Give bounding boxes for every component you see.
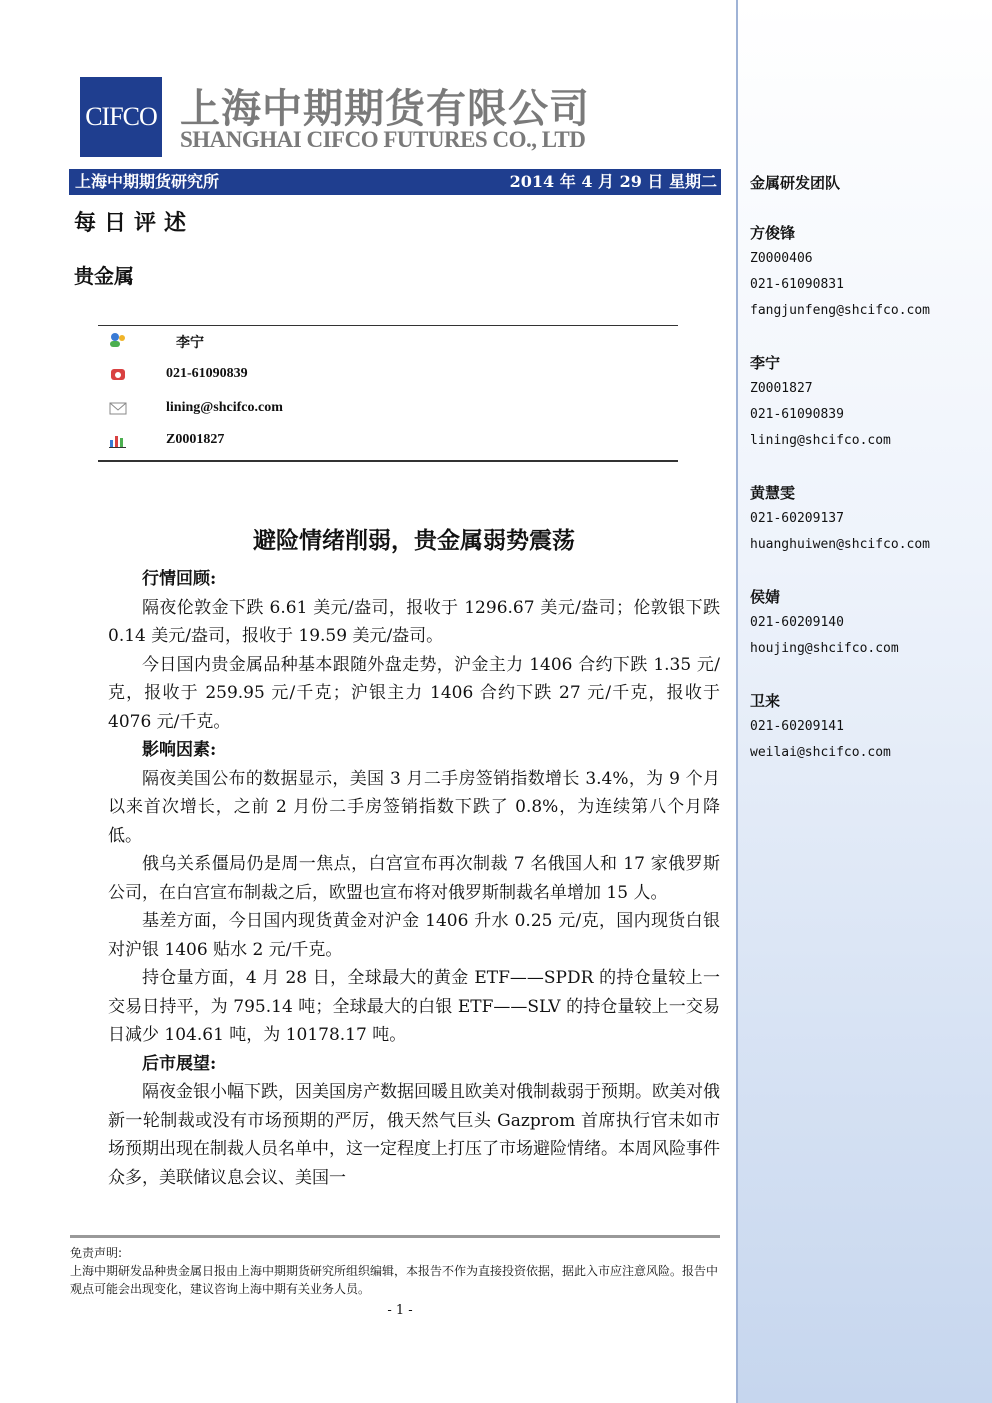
paragraph: 隔夜伦敦金下跌 6.61 美元/盎司，报收于 1296.67 美元/盎司；伦敦银下跌 0.14 美元/盎司，报收于 19.59 美元/盎司。 bbox=[108, 597, 720, 646]
company-name-cn: 上海中期期货有限公司 bbox=[180, 86, 590, 132]
author-name-row bbox=[108, 332, 204, 351]
contact-email[interactable]: huanghuiwen@shcifco.com bbox=[750, 537, 931, 552]
author-name: 李宁 bbox=[176, 336, 204, 351]
report-body bbox=[108, 565, 720, 1192]
contact-phone: 021-61090839 bbox=[750, 407, 844, 422]
section-heading: 影响因素: bbox=[142, 740, 217, 760]
mail-icon bbox=[108, 400, 128, 416]
author-box bbox=[98, 325, 678, 462]
person-icon bbox=[108, 332, 128, 348]
contact-email[interactable]: fangjunfeng@shcifco.com bbox=[750, 303, 931, 318]
contact-phone: 021-60209141 bbox=[750, 719, 844, 734]
report-category: 贵金属 bbox=[74, 264, 134, 288]
contact-name: 黄慧雯 bbox=[750, 484, 796, 502]
author-license-row bbox=[108, 432, 225, 448]
report-date: 2014 年 4 月 29 日 星期二 bbox=[509, 172, 717, 191]
disclaimer bbox=[70, 1235, 720, 1298]
report-title: 避险情绪削弱，贵金属弱势震荡 bbox=[253, 527, 575, 554]
company-name-en: SHANGHAI CIFCO FUTURES CO., LTD bbox=[180, 127, 586, 152]
paragraph: 基差方面，今日国内现货黄金对沪金 1406 升水 0.25 元/克，国内现货白银对沪银 1406 贴水 2 元/千克。 bbox=[108, 911, 720, 960]
contact-email[interactable]: weilai@shcifco.com bbox=[750, 745, 891, 760]
report-section: 每日评述 bbox=[74, 210, 195, 236]
page-number: - 1 - bbox=[387, 1303, 413, 1318]
bar-chart-icon bbox=[108, 432, 128, 448]
contact-email[interactable]: houjing@shcifco.com bbox=[750, 641, 899, 656]
paragraph: 今日国内贵金属品种基本跟随外盘走势，沪金主力 1406 合约下跌 1.35 元/克，报收于 259.95 元/千克；沪银主力 1406 合约下跌 27 元/千克，报收于 4076 元/千克。 bbox=[108, 654, 720, 732]
contact-name: 方俊锋 bbox=[750, 224, 796, 242]
paragraph: 隔夜美国公布的数据显示，美国 3 月二手房签销指数增长 3.4%，为 9 个月以来首次增长，之前 2 月份二手房签销指数下跌了 0.8%，为连续第八个月降低。 bbox=[108, 768, 720, 846]
sidebar-team-title: 金属研发团队 bbox=[750, 174, 841, 192]
author-email[interactable]: lining@shcifco.com bbox=[166, 400, 283, 415]
author-phone-row bbox=[108, 366, 248, 382]
section-heading: 行情回顾: bbox=[142, 569, 217, 589]
author-license: Z0001827 bbox=[166, 432, 225, 447]
paragraph: 隔夜金银小幅下跌，因美国房产数据回暖且欧美对俄制裁弱于预期。欧美对俄新一轮制裁或没有市场预期的严厉，俄天然气巨头 Gazprom 首席执行官未如市场预期出现在制裁人员名单中，这一定程度上打压了市场避险情绪。本周风险事件众多，美联储议息会议、美国一 bbox=[108, 1082, 720, 1188]
contact-phone: 021-61090831 bbox=[750, 277, 844, 292]
contact-card bbox=[750, 584, 899, 662]
contact-phone: 021-60209137 bbox=[750, 511, 844, 526]
contact-card bbox=[750, 688, 891, 766]
contact-id: Z0000406 bbox=[750, 251, 813, 266]
company-logo: CIFCO bbox=[80, 77, 162, 157]
phone-icon bbox=[108, 366, 128, 382]
paragraph: 俄乌关系僵局仍是周一焦点，白宫宣布再次制裁 7 名俄国人和 17 家俄罗斯公司，在白宫宣布制裁之后，欧盟也宣布将对俄罗斯制裁名单增加 15 人。 bbox=[108, 854, 720, 903]
contact-email[interactable]: lining@shcifco.com bbox=[750, 433, 891, 448]
contact-name: 卫来 bbox=[750, 692, 781, 710]
disclaimer-text: 上海中期研发品种贵金属日报由上海中期期货研究所组织编辑，本报告不作为直接投资依据，据此入市应注意风险。报告中观点可能会出现变化，建议咨询上海中期有关业务人员。 bbox=[70, 1264, 719, 1296]
sidebar bbox=[736, 0, 992, 1403]
author-phone: 021-61090839 bbox=[166, 366, 248, 381]
header-bar bbox=[69, 169, 721, 195]
institute-name: 上海中期期货研究所 bbox=[75, 172, 220, 191]
section-heading: 后市展望: bbox=[142, 1053, 217, 1074]
author-email-row bbox=[108, 400, 283, 416]
contact-name: 侯婧 bbox=[750, 588, 781, 606]
contact-name: 李宁 bbox=[750, 354, 781, 372]
contact-card bbox=[750, 220, 930, 324]
paragraph: 持仓量方面，4 月 28 日，全球最大的黄金 ETF——SPDR 的持仓量较上一交易日持平，为 795.14 吨；全球最大的白银 ETF——SLV 的持仓量较上一交易日减少 104.61 吨，为 10178.17 吨。 bbox=[108, 968, 720, 1045]
contact-id: Z0001827 bbox=[750, 381, 813, 396]
contact-phone: 021-60209140 bbox=[750, 615, 844, 630]
contact-card bbox=[750, 350, 891, 454]
disclaimer-label: 免责声明: bbox=[70, 1246, 123, 1260]
